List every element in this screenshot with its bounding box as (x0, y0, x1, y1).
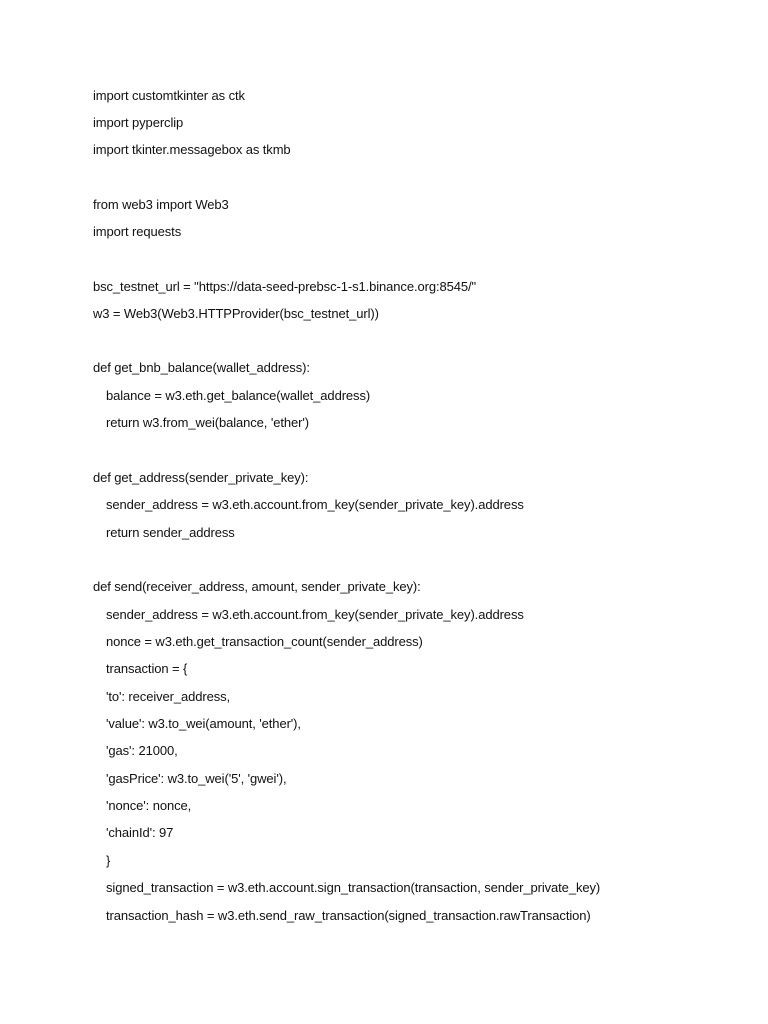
code-line: transaction_hash = w3.eth.send_raw_transaction(signed_transaction.rawTransaction) (106, 908, 591, 923)
code-line: def send(receiver_address, amount, sender_private_key): (93, 579, 421, 594)
code-line: def get_address(sender_private_key): (93, 470, 309, 485)
code-line: 'value': w3.to_wei(amount, 'ether'), (106, 716, 301, 731)
code-line: 'gas': 21000, (106, 743, 178, 758)
code-line: import pyperclip (93, 115, 184, 130)
code-line: sender_address = w3.eth.account.from_key(sender_private_key).address (106, 497, 524, 512)
code-line: } (106, 853, 111, 868)
code-line: w3 = Web3(Web3.HTTPProvider(bsc_testnet_url)) (93, 306, 379, 321)
code-line: import customtkinter as ctk (93, 88, 245, 103)
code-line: balance = w3.eth.get_balance(wallet_address) (106, 388, 371, 403)
code-line: 'chainId': 97 (106, 825, 174, 840)
code-line: return w3.from_wei(balance, 'ether') (106, 415, 309, 430)
code-line: nonce = w3.eth.get_transaction_count(sender_address) (106, 634, 423, 649)
code-line: transaction = { (106, 661, 188, 676)
code-line: import tkinter.messagebox as tkmb (93, 142, 291, 157)
code-line: def get_bnb_balance(wallet_address): (93, 360, 310, 375)
code-line: bsc_testnet_url = "https://data-seed-prebsc-1-s1.binance.org:8545/" (93, 279, 477, 294)
code-line: signed_transaction = w3.eth.account.sign_transaction(transaction, sender_private_key) (106, 880, 601, 895)
code-line: sender_address = w3.eth.account.from_key(sender_private_key).address (106, 607, 524, 622)
code-line: 'gasPrice': w3.to_wei('5', 'gwei'), (106, 771, 287, 786)
code-line: return sender_address (106, 525, 235, 540)
code-line: from web3 import Web3 (93, 197, 229, 212)
code-line: 'to': receiver_address, (106, 689, 231, 704)
code-line: import requests (93, 224, 182, 239)
code-line: 'nonce': nonce, (106, 798, 192, 813)
